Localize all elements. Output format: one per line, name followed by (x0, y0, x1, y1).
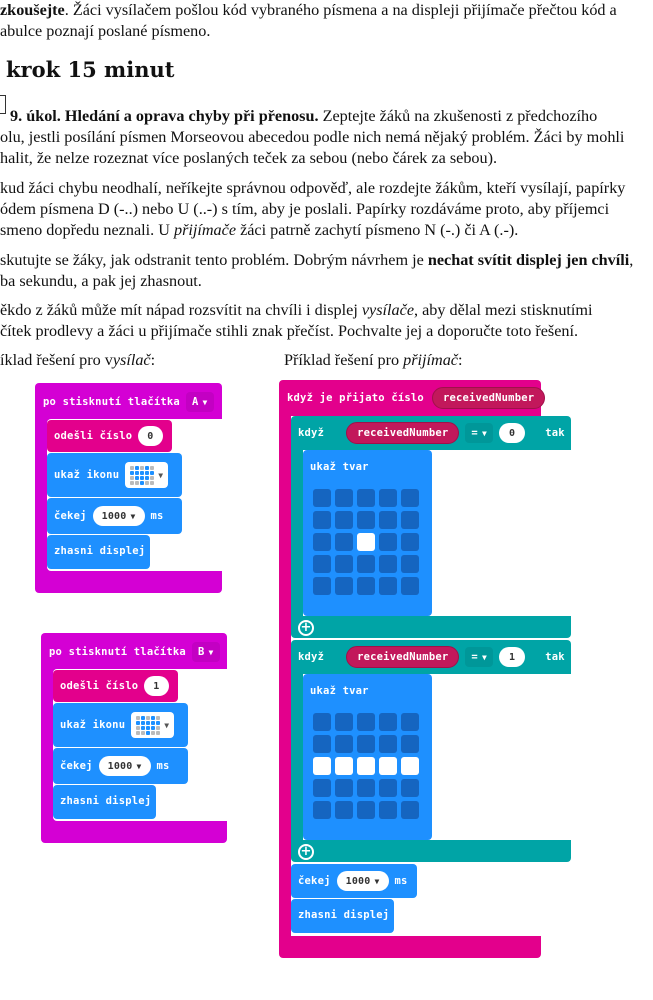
led-cell[interactable] (379, 801, 397, 819)
pause-value[interactable]: 1000 ▼ (99, 756, 151, 776)
show-leds-label: ukaž tvar (310, 685, 369, 697)
heart-pattern-icon (136, 716, 160, 735)
caption-sender: íklad řešení pro vysílač: (0, 351, 156, 369)
led-cell[interactable] (335, 779, 353, 797)
clear-label: zhasni displej (298, 909, 390, 921)
led-cell[interactable] (357, 511, 375, 529)
para-3-line-1: skutujte se žáky, jak odstranit tento problém. Dobrým návrhem je nechat svítit displej jen chvíli, (0, 251, 634, 269)
task-9-line-2: olu, jestli posílání písmen Morseovou abecedou podle nich nemá nějaký problém. Žáci by mohli (0, 128, 625, 146)
led-cell[interactable] (335, 577, 353, 595)
if-variable[interactable]: receivedNumber (346, 646, 459, 668)
pause-value[interactable]: 1000 ▼ (93, 506, 145, 526)
led-cell[interactable] (357, 779, 375, 797)
send-value[interactable]: 1 (144, 676, 168, 696)
led-cell[interactable] (401, 511, 419, 529)
clear-screen-block[interactable] (47, 535, 150, 569)
led-cell[interactable] (313, 555, 331, 573)
led-cell[interactable] (335, 533, 353, 551)
task-9-line-3: halit, že nelze rozeznat více poslaných teček za sebou (nebo čárek za sebou). (0, 149, 498, 167)
led-cell[interactable] (379, 713, 397, 731)
clear-screen-block[interactable] (291, 899, 394, 933)
led-cell[interactable] (313, 801, 331, 819)
pause-value[interactable]: 1000 ▼ (337, 871, 389, 891)
received-number-variable[interactable]: receivedNumber (432, 387, 545, 409)
pause-label: čekej (60, 760, 93, 772)
led-cell[interactable] (401, 801, 419, 819)
led-cell[interactable] (335, 489, 353, 507)
led-cell[interactable] (357, 735, 375, 753)
para-2-line-3: smeno dopředu neznali. U přijímače žáci patrně zachytí písmeno N (-.) či A (.-). (0, 221, 519, 239)
led-cell[interactable] (401, 757, 419, 775)
para-4-line-2: čítek prodlevy a žáci u přijímače stihli znak přečíst. Pochvalte jej a doporučte toto řešení. (0, 322, 579, 340)
led-cell[interactable] (379, 757, 397, 775)
led-cell[interactable] (379, 511, 397, 529)
led-cell[interactable] (401, 555, 419, 573)
led-cell[interactable] (313, 735, 331, 753)
show-leds-block-1[interactable] (303, 450, 432, 616)
send-number-block[interactable] (53, 670, 178, 702)
pause-unit: ms (150, 510, 164, 522)
show-leds-block-2[interactable] (303, 674, 432, 840)
show-icon-label: ukaž ikonu (60, 719, 126, 731)
show-icon-label: ukaž ikonu (54, 469, 120, 481)
clear-screen-block[interactable] (53, 785, 156, 819)
para-3-line-2: ba sekundu, a pak jej zhasnout. (0, 272, 202, 290)
pause-label: čekej (298, 875, 331, 887)
led-cell[interactable] (379, 735, 397, 753)
para-2-line-1: kud žáci chybu neodhalí, neříkejte správnou odpověď, ale rozdejte žákům, kteří vysílají, papírky (0, 179, 626, 197)
led-cell[interactable] (357, 577, 375, 595)
led-cell[interactable] (357, 757, 375, 775)
event-label: když je přijato číslo (287, 392, 424, 404)
pause-block[interactable] (291, 864, 417, 898)
led-cell[interactable] (357, 555, 375, 573)
caption-receiver: Příklad řešení pro přijímač: (284, 351, 463, 369)
then-keyword: tak (545, 651, 565, 663)
led-cell[interactable] (313, 511, 331, 529)
icon-picker[interactable]: ▼ (131, 712, 174, 738)
task-9-line-1: 9. úkol. Hledání a oprava chyby při přenosu. Zeptejte žáků na zkušenosti z předchozího (10, 107, 598, 125)
led-cell[interactable] (313, 577, 331, 595)
add-branch-icon[interactable]: + (298, 844, 314, 860)
led-cell[interactable] (357, 489, 375, 507)
text-line-2: abulce poznají poslané písmeno. (0, 22, 211, 40)
led-cell[interactable] (401, 533, 419, 551)
if-variable[interactable]: receivedNumber (346, 422, 459, 444)
then-keyword: tak (545, 427, 565, 439)
led-cell[interactable] (401, 577, 419, 595)
led-cell[interactable] (357, 801, 375, 819)
pause-label: čekej (54, 510, 87, 522)
para-2-line-2: ódem písmena D (-..) nebo U (..-) s tím, aby je poslali. Papírky rozdáváme proto, aby příjemci (0, 200, 610, 218)
led-cell[interactable] (401, 713, 419, 731)
led-cell[interactable] (335, 713, 353, 731)
led-cell[interactable] (335, 735, 353, 753)
led-cell[interactable] (335, 511, 353, 529)
led-cell[interactable] (313, 757, 331, 775)
checkbox-icon (0, 95, 6, 114)
led-cell[interactable] (401, 779, 419, 797)
led-cell[interactable] (379, 779, 397, 797)
send-label: odešli číslo (54, 430, 133, 442)
clear-label: zhasni displej (60, 795, 152, 807)
led-cell[interactable] (335, 801, 353, 819)
led-cell[interactable] (357, 533, 375, 551)
button-dropdown[interactable]: B ▼ (192, 642, 220, 662)
add-branch-icon[interactable]: + (298, 620, 314, 636)
led-cell[interactable] (379, 489, 397, 507)
show-leds-label: ukaž tvar (310, 461, 369, 473)
led-cell[interactable] (379, 555, 397, 573)
clear-label: zhasni displej (54, 545, 146, 557)
compare-value[interactable]: 0 (499, 423, 525, 443)
show-icon-block[interactable] (53, 703, 188, 747)
compare-operator[interactable]: = ▼ (465, 423, 493, 443)
text-line-1: zkoušejte. Žáci vysílačem pošlou kód vybraného písmena a na displeji přijímače přečtou kód a (0, 1, 617, 19)
para-4-line-1: ěkdo z žáků může mít nápad rozsvítit na chvíli i displej vysílače, aby dělal mezi stisknutími (0, 301, 593, 319)
event-label: po stisknutí tlačítka (49, 646, 186, 658)
led-cell[interactable] (401, 489, 419, 507)
led-cell[interactable] (335, 555, 353, 573)
section-heading: krok 15 minut (6, 57, 175, 82)
show-icon-block[interactable] (47, 453, 182, 497)
led-cell[interactable] (401, 735, 419, 753)
led-cell[interactable] (379, 577, 397, 595)
icon-picker[interactable]: ▼ (125, 462, 168, 488)
pause-block[interactable] (53, 748, 188, 784)
led-cell[interactable] (313, 489, 331, 507)
led-cell[interactable] (357, 713, 375, 731)
send-number-block[interactable] (47, 420, 172, 452)
send-value[interactable]: 0 (138, 426, 162, 446)
heart-pattern-icon (130, 466, 154, 485)
led-cell[interactable] (313, 713, 331, 731)
pause-unit: ms (394, 875, 408, 887)
compare-operator[interactable]: = ▼ (465, 647, 493, 667)
led-cell[interactable] (313, 533, 331, 551)
button-dropdown[interactable]: A ▼ (186, 392, 214, 412)
compare-value[interactable]: 1 (499, 647, 525, 667)
pause-block[interactable] (47, 498, 182, 534)
pause-unit: ms (156, 760, 170, 772)
if-keyword: když (298, 651, 325, 663)
led-cell[interactable] (335, 757, 353, 775)
event-label: po stisknutí tlačítka (43, 396, 180, 408)
led-cell[interactable] (313, 779, 331, 797)
send-label: odešli číslo (60, 680, 139, 692)
led-cell[interactable] (379, 533, 397, 551)
if-keyword: když (298, 427, 325, 439)
